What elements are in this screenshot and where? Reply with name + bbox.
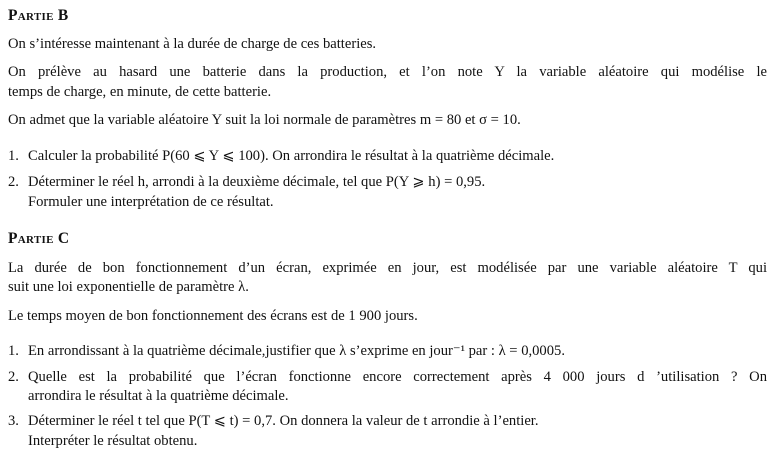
partie-b-paragraph-1: On s’intéresse maintenant à la durée de charge de ces batteries. <box>8 36 377 52</box>
partie-c-question-3 <box>8 412 767 430</box>
question-text: Quelle est la probabilité que l’écran fonctionne encore correctement après 4 000 jours d ’utilisation ? On <box>28 369 767 385</box>
question-number: 2. <box>8 369 19 385</box>
partie-c-paragraph-1-line-1: La durée de bon fonctionnement d’un écran, exprimée en jour, est modélisée par une variable aléatoire T qui <box>8 260 767 276</box>
partie-b-paragraph-2-line-2: temps de charge, en minute, de cette batterie. <box>8 84 272 100</box>
partie-c-question-2 <box>8 368 767 386</box>
question-text: En arrondissant à la quatrième décimale,justifier que λ s’exprime en jour⁻¹ par : λ = 0,0005. <box>28 343 565 359</box>
partie-c-paragraph-1-line-2: suit une loi exponentielle de paramètre λ. <box>8 279 249 295</box>
partie-c-paragraph-2: Le temps moyen de bon fonctionnement des écrans est de 1 900 jours. <box>8 308 418 324</box>
partie-b-question-2 <box>8 173 767 191</box>
question-number: 1. <box>8 148 19 164</box>
partie-c-question-1 <box>8 342 767 360</box>
question-text: Déterminer le réel h, arrondi à la deuxième décimale, tel que P(Y ⩾ h) = 0,95. <box>28 174 486 190</box>
partie-b-question-1 <box>8 147 767 165</box>
question-number: 3. <box>8 413 19 429</box>
partie-c-question-2-continuation: arrondira le résultat à la quatrième décimale. <box>28 388 289 404</box>
partie-c-heading: Partie C <box>8 230 70 247</box>
question-number: 2. <box>8 174 19 190</box>
partie-b-paragraph-2-line-1: On prélève au hasard une batterie dans la production, et l’on note Y la variable aléatoire qui modélise le <box>8 64 767 80</box>
partie-c-question-3-continuation: Interpréter le résultat obtenu. <box>28 433 198 449</box>
question-number: 1. <box>8 343 19 359</box>
question-text: Déterminer le réel t tel que P(T ⩽ t) = 0,7. On donnera la valeur de t arrondie à l’entier. <box>28 413 539 429</box>
question-text: Calculer la probabilité P(60 ⩽ Y ⩽ 100). On arrondira le résultat à la quatrième décimale. <box>28 148 555 164</box>
partie-b-question-2-continuation: Formuler une interprétation de ce résultat. <box>28 194 274 210</box>
partie-b-heading: Partie B <box>8 7 69 24</box>
partie-b-paragraph-3: On admet que la variable aléatoire Y suit la loi normale de paramètres m = 80 et σ = 10. <box>8 112 521 128</box>
